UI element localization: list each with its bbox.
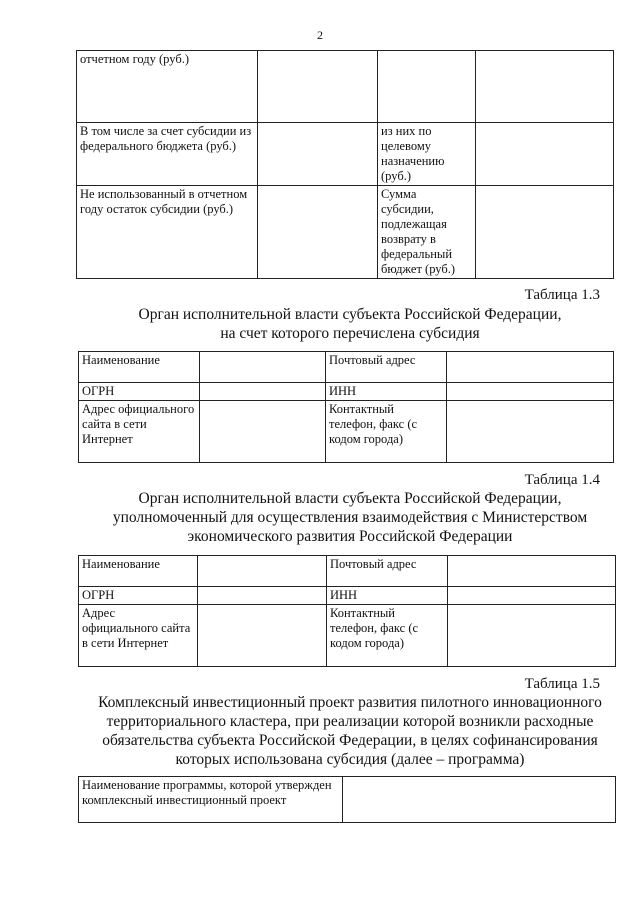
table-cell: Почтовый адрес: [326, 352, 447, 383]
table-1-5: [78, 776, 616, 823]
table-1-3-title: [0, 305, 640, 343]
table-cell: В том числе за счет субсидии из федерального бюджета (руб.): [77, 123, 258, 186]
title-line: Орган исполнительной власти субъекта Российской Федерации,: [138, 490, 562, 507]
title-line: Орган исполнительной власти субъекта Российской Федерации,: [138, 306, 562, 323]
table-cell: Не использованный в отчетном году остаток субсидии (руб.): [77, 186, 258, 279]
table-cell: [198, 556, 327, 587]
table-1-4-title: [0, 489, 640, 546]
table-cell: [198, 605, 327, 667]
table-cell: [476, 186, 614, 279]
table-1-4-label: Таблица 1.4: [524, 472, 600, 488]
table-cell: [448, 587, 616, 605]
table-cell: [200, 383, 326, 401]
table-cell: [448, 556, 616, 587]
table-row: [79, 401, 614, 463]
table-cell: Контактный телефон, факс (с кодом города): [326, 401, 447, 463]
title-line: которых использована субсидия (далее – программа): [175, 751, 525, 768]
table-cell: [447, 383, 614, 401]
table-cell: [447, 401, 614, 463]
table-cell: ИНН: [327, 587, 448, 605]
table-cell: ОГРН: [79, 587, 198, 605]
table-cell: Контактный телефон, факс (с кодом города): [327, 605, 448, 667]
title-line: экономического развития Российской Федерации: [187, 528, 513, 545]
table-cell: отчетном году (руб.): [77, 51, 258, 123]
table-cell: Наименование: [79, 352, 200, 383]
title-line: уполномоченный для осуществления взаимодействия с Министерством: [112, 509, 588, 526]
table-row: [79, 352, 614, 383]
table-1-3: [78, 351, 614, 463]
table-1-5-label: Таблица 1.5: [524, 676, 600, 692]
table-cell: [200, 401, 326, 463]
title-line: территориального кластера, при реализации которой возникли расходные: [106, 713, 594, 730]
table-row: [77, 186, 614, 279]
table-row: [77, 123, 614, 186]
table-1-5-title: [0, 693, 640, 769]
table-cell: [378, 51, 476, 123]
table-cell: Наименование программы, которой утвержден комплексный инвестиционный проект: [79, 777, 343, 823]
table-cell: [476, 123, 614, 186]
table-cell: Адрес официального сайта в сети Интернет: [79, 401, 200, 463]
title-line: на счет которого перечислена субсидия: [220, 325, 480, 342]
table-cell: [200, 352, 326, 383]
table-cell: [343, 777, 616, 823]
table-cell: [258, 123, 378, 186]
table-cell: [448, 605, 616, 667]
table-cell: ИНН: [326, 383, 447, 401]
title-line: Комплексный инвестиционный проект развития пилотного инновационного: [98, 694, 602, 711]
table-cell: Адрес официального сайта в сети Интернет: [79, 605, 198, 667]
table-row: [77, 51, 614, 123]
table-cell: из них по целевому назначению (руб.): [378, 123, 476, 186]
table-top: [76, 50, 614, 279]
table-cell: [447, 352, 614, 383]
table-cell: [476, 51, 614, 123]
table-1-4: [78, 555, 616, 667]
table-cell: Сумма субсидии, подлежащая возврату в федеральный бюджет (руб.): [378, 186, 476, 279]
table-row: [79, 587, 616, 605]
table-cell: Почтовый адрес: [327, 556, 448, 587]
table-cell: [198, 587, 327, 605]
page-number: 2: [317, 28, 323, 42]
table-row: [79, 777, 616, 823]
table-row: [79, 383, 614, 401]
table-row: [79, 605, 616, 667]
table-cell: [258, 186, 378, 279]
table-cell: Наименование: [79, 556, 198, 587]
table-1-3-label: Таблица 1.3: [524, 287, 600, 303]
table-cell: ОГРН: [79, 383, 200, 401]
table-row: [79, 556, 616, 587]
table-cell: [258, 51, 378, 123]
title-line: обязательства субъекта Российской Федерации, в целях софинансирования: [102, 732, 598, 749]
